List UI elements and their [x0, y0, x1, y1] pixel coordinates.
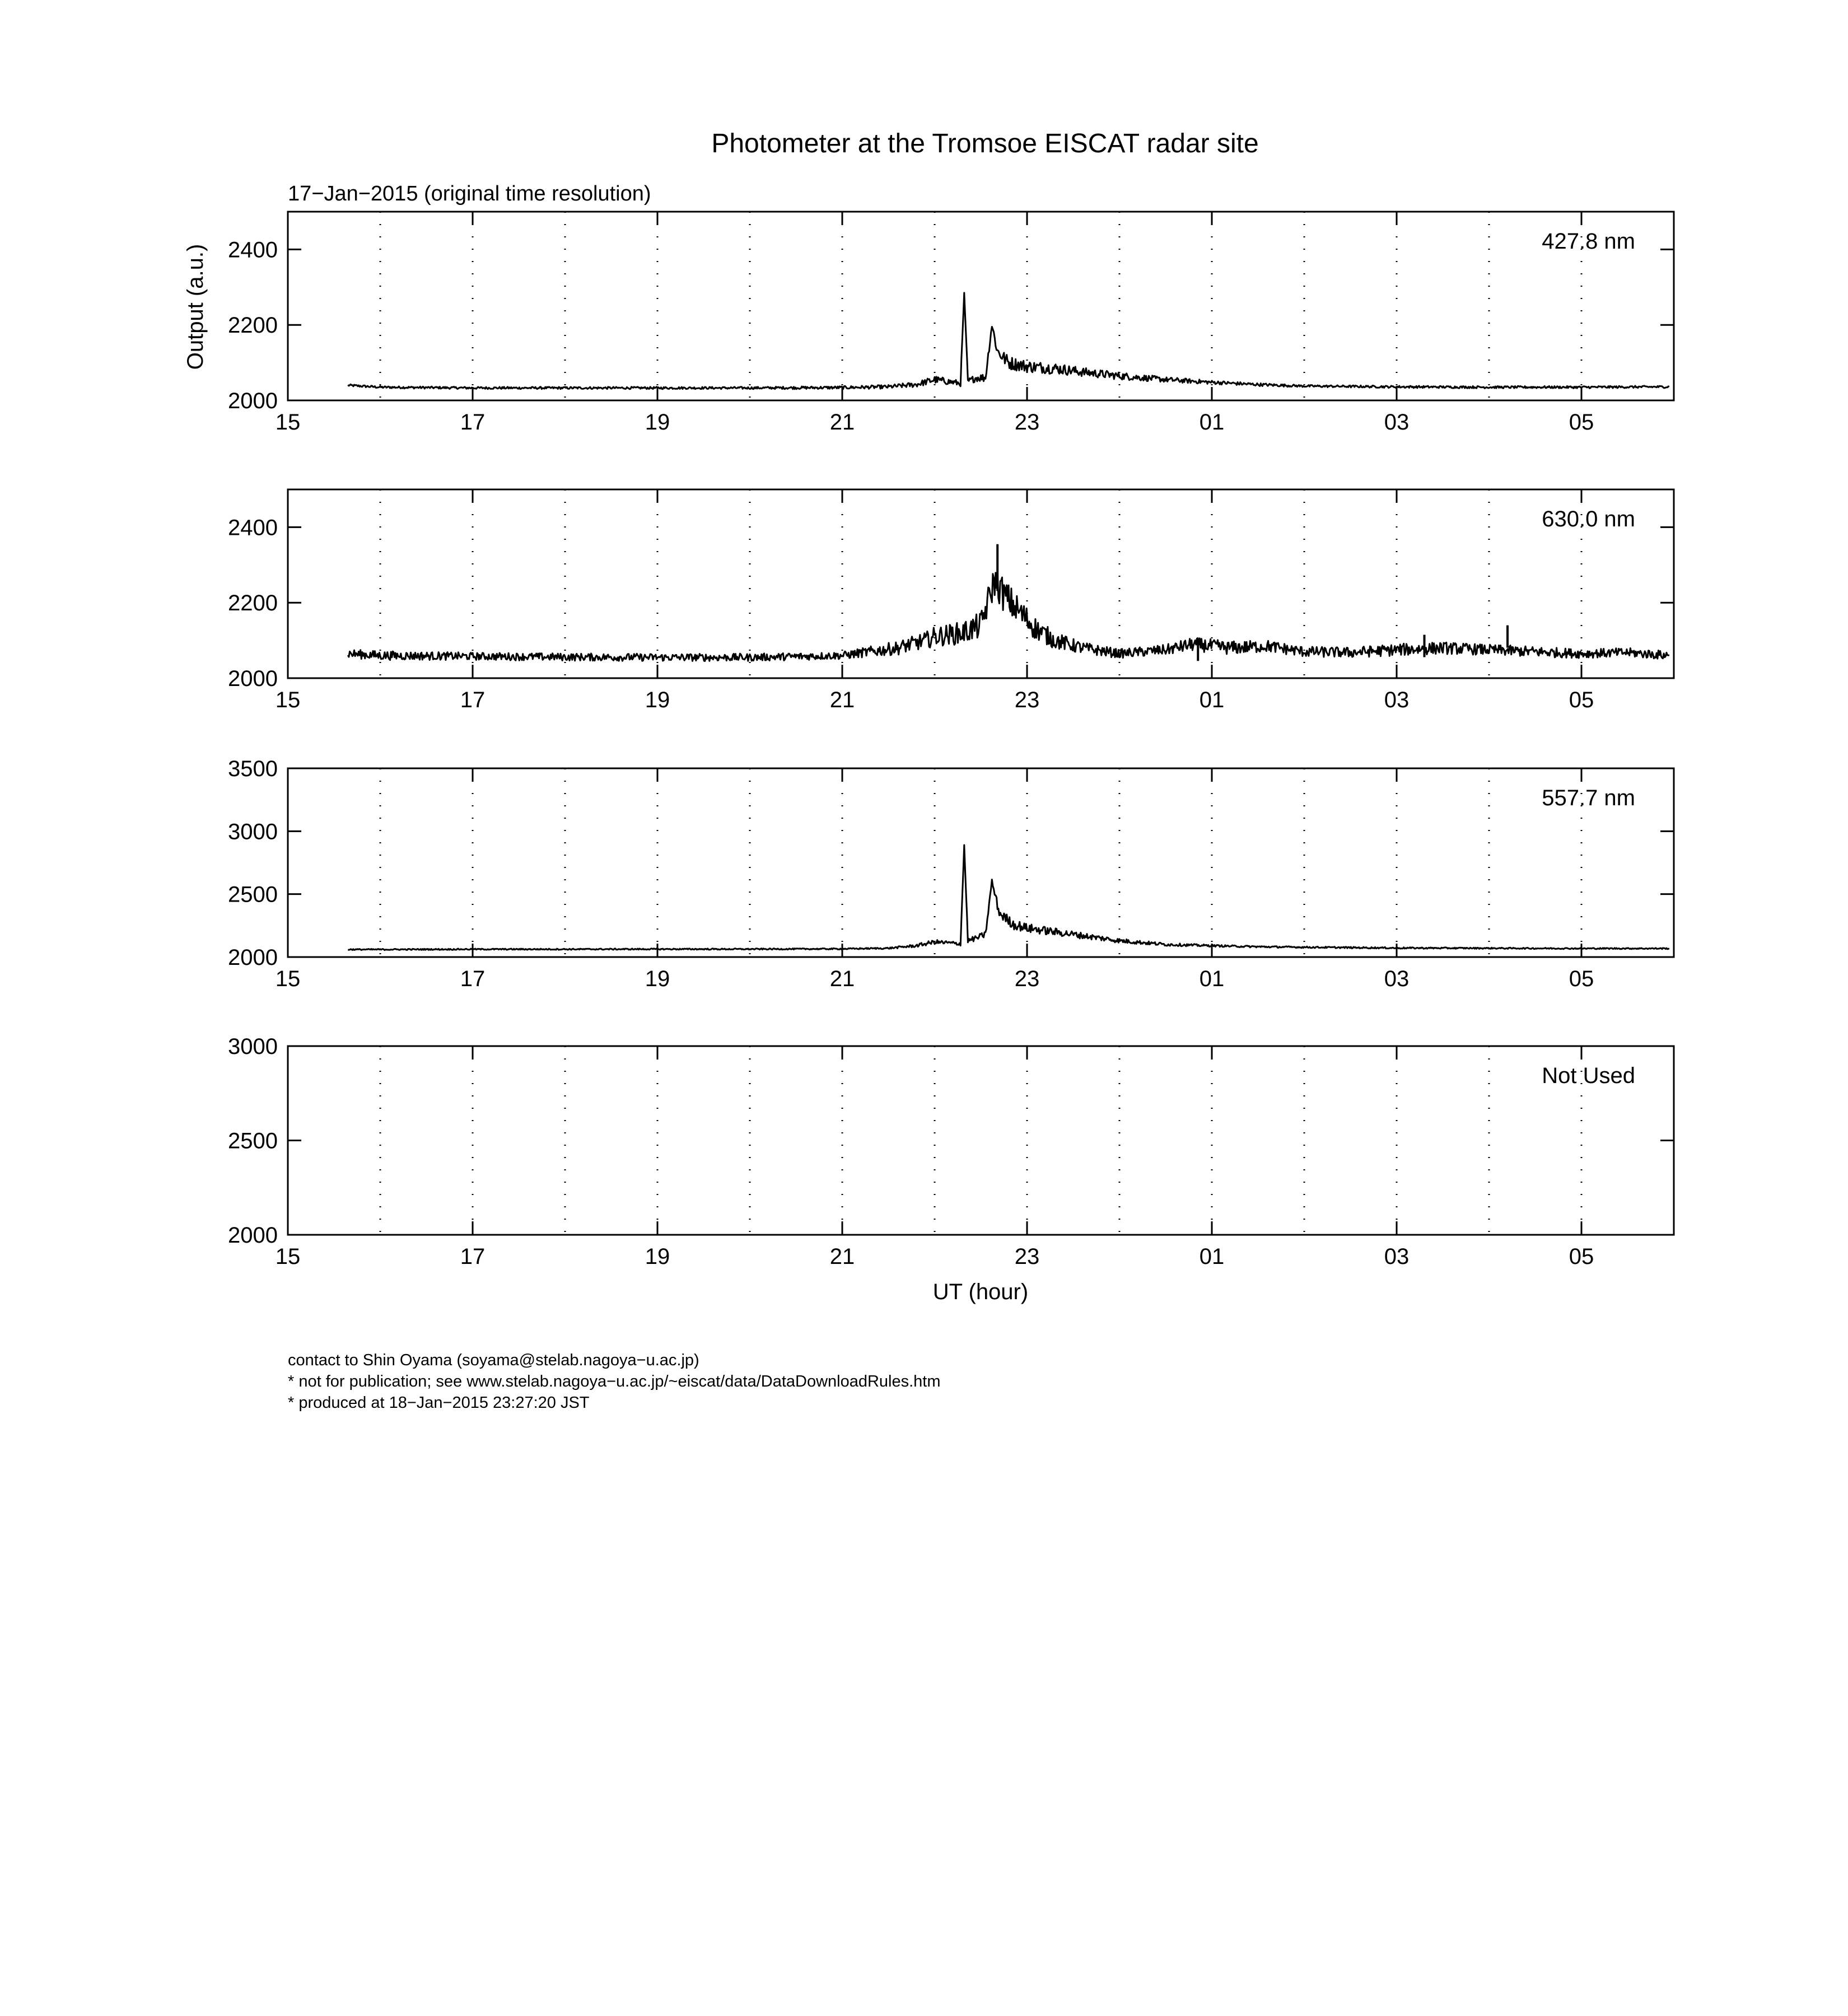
- panel-3-x-tick-label: 23: [1014, 967, 1040, 991]
- panel-2-x-tick-label: 17: [460, 688, 486, 712]
- panel-1-axes-frame: [288, 212, 1674, 400]
- panel-3-x-tick-label: 05: [1569, 967, 1594, 991]
- panel-2-series-line: [348, 571, 1669, 661]
- panel-2-y-tick-label: 2000: [228, 666, 278, 691]
- panel-4-x-tick-label: 21: [829, 1244, 855, 1269]
- panel-4-x-tick-label: 19: [645, 1244, 670, 1269]
- panel-1-x-tick-label: 23: [1014, 410, 1040, 435]
- panel-3-y-tick-label: 2000: [228, 945, 278, 970]
- panel-3-x-tick-label: 17: [460, 967, 486, 991]
- footer-contact: contact to Shin Oyama (soyama@stelab.nagoya−u.ac.jp): [288, 1351, 699, 1369]
- panel-1-y-tick-label: 2200: [228, 313, 278, 338]
- panel-3-x-tick-label: 19: [645, 967, 670, 991]
- panel-1-x-tick-label: 03: [1384, 410, 1410, 435]
- footer-publication-note: * not for publication; see www.stelab.nagoya−u.ac.jp/~eiscat/data/DataDownloadRules.htm: [288, 1373, 941, 1390]
- panel-2-x-tick-label: 03: [1384, 688, 1410, 712]
- panel-2-axes-frame: [288, 489, 1674, 678]
- panel-2-wavelength-label: 630.0 nm: [1542, 507, 1635, 531]
- panel-4-axes-frame: [288, 1046, 1674, 1235]
- panel-1-x-tick-label: 21: [829, 410, 855, 435]
- figure-subtitle: 17−Jan−2015 (original time resolution): [288, 182, 651, 206]
- panel-4-y-tick-label: 2500: [228, 1128, 278, 1154]
- x-axis-label: UT (hour): [932, 1280, 1029, 1304]
- y-axis-label: Output (a.u.): [183, 244, 208, 370]
- panel-3-y-tick-label: 2500: [228, 882, 278, 907]
- panel-1-y-tick-label: 2400: [228, 237, 278, 263]
- panel-4-x-tick-label: 01: [1199, 1244, 1225, 1269]
- panel-2-y-tick-label: 2400: [228, 515, 278, 540]
- chart-panels: [228, 212, 1674, 1269]
- figure-title: Photometer at the Tromsoe EISCAT radar site: [711, 129, 1259, 158]
- panel-3-axes-frame: [288, 768, 1674, 957]
- panel-2-x-tick-label: 21: [829, 688, 855, 712]
- panel-3-wavelength-label: 557.7 nm: [1542, 786, 1635, 810]
- panel-3-x-tick-label: 03: [1384, 967, 1410, 991]
- panel-1-series-line: [348, 293, 1669, 389]
- panel-4-y-tick-label: 3000: [228, 1034, 278, 1059]
- panel-3-y-tick-label: 3500: [228, 757, 278, 781]
- panel-2-x-tick-label: 01: [1199, 688, 1225, 712]
- panel-4-wavelength-label: Not Used: [1542, 1063, 1635, 1088]
- panel-4-x-tick-label: 17: [460, 1244, 486, 1269]
- panel-4-x-tick-label: 05: [1569, 1244, 1594, 1269]
- panel-1-x-tick-label: 17: [460, 410, 486, 435]
- panel-2-x-tick-label: 23: [1014, 688, 1040, 712]
- panel-2-x-tick-label: 15: [275, 688, 301, 712]
- footer-produced-date: * produced at 18−Jan−2015 23:27:20 JST: [288, 1394, 590, 1412]
- panel-4-x-tick-label: 03: [1384, 1244, 1410, 1269]
- panel-2-y-tick-label: 2200: [228, 591, 278, 616]
- panel-2-x-tick-label: 19: [645, 688, 670, 712]
- panel-3-series-line: [348, 845, 1669, 950]
- panel-4-y-tick-label: 2000: [228, 1223, 278, 1248]
- panel-3-x-tick-label: 21: [829, 967, 855, 991]
- panel-3-x-tick-label: 01: [1199, 967, 1225, 991]
- panel-3-x-tick-label: 15: [275, 967, 301, 991]
- panel-1-x-tick-label: 15: [275, 410, 301, 435]
- panel-1-y-tick-label: 2000: [228, 389, 278, 413]
- panel-2-x-tick-label: 05: [1569, 688, 1594, 712]
- panel-1-wavelength-label: 427.8 nm: [1542, 229, 1635, 254]
- panel-1-x-tick-label: 01: [1199, 410, 1225, 435]
- panel-3-y-tick-label: 3000: [228, 819, 278, 844]
- panel-4-x-tick-label: 23: [1014, 1244, 1040, 1269]
- footer-notes: [288, 1350, 941, 1413]
- panel-4-x-tick-label: 15: [275, 1244, 301, 1269]
- panel-1-x-tick-label: 05: [1569, 410, 1594, 435]
- panel-1-x-tick-label: 19: [645, 410, 670, 435]
